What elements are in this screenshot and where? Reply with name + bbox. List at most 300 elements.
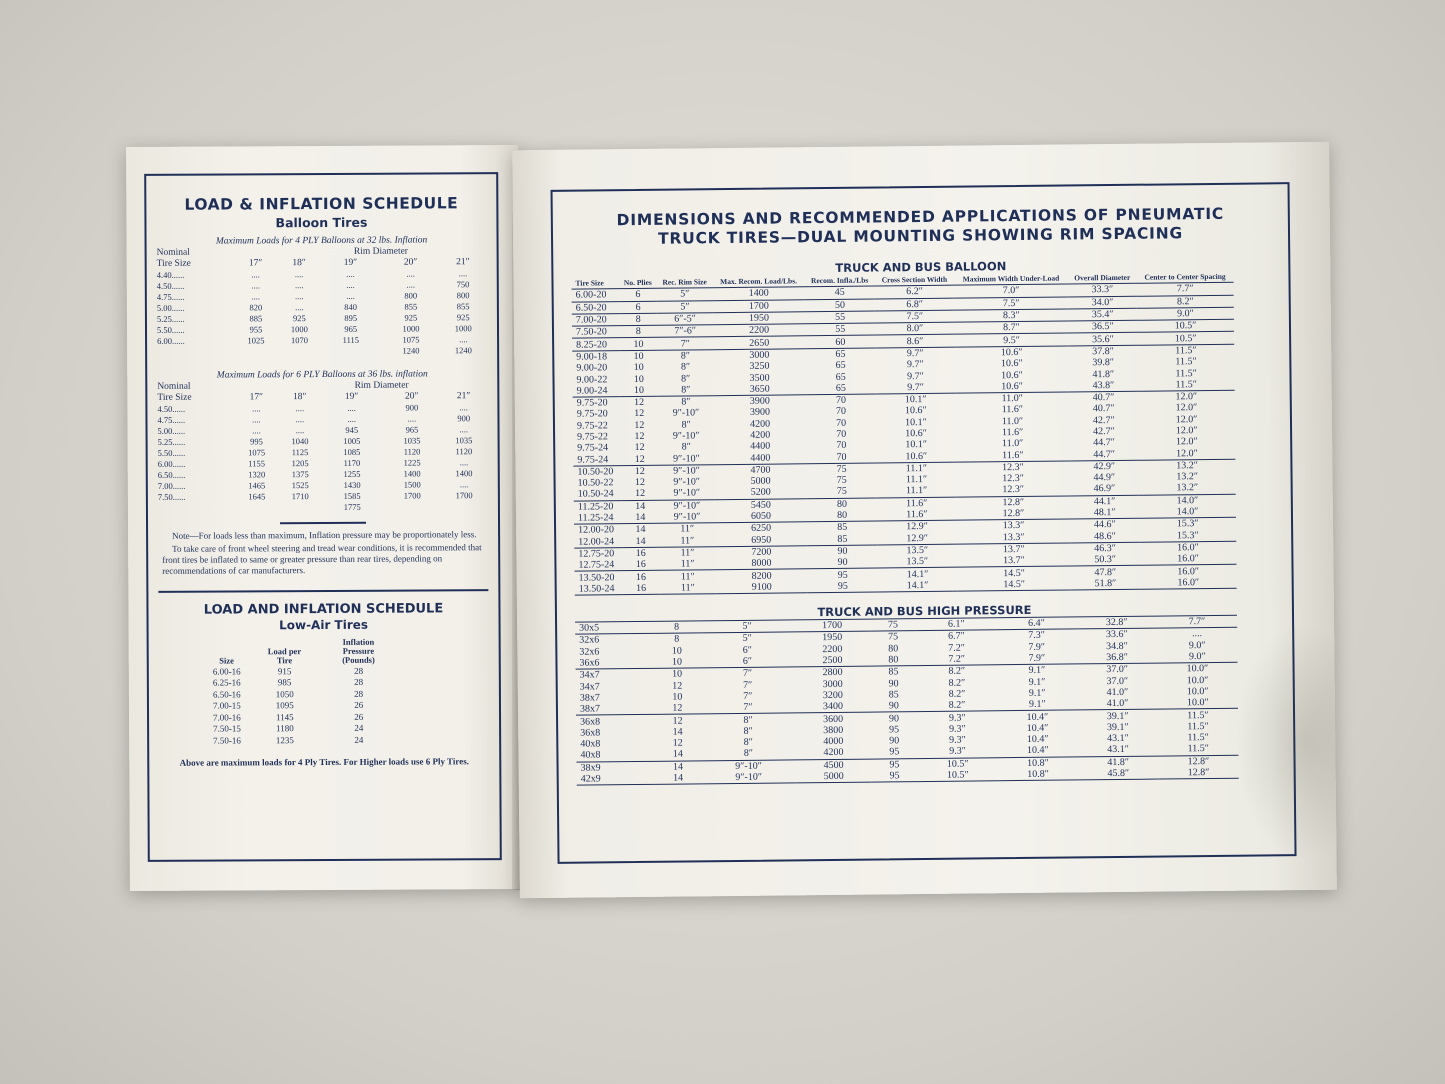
table-cell: 4400	[750, 452, 771, 464]
table-cell: 24	[354, 734, 364, 745]
table-cell: 51.8″	[1071, 577, 1140, 590]
table-cell: 41.8″	[1078, 756, 1158, 769]
table-cell: 5″	[657, 300, 713, 313]
table-cell: 16	[635, 559, 646, 571]
table-cell: 5.25......	[156, 313, 185, 324]
table-cell: 750	[456, 278, 470, 289]
column-header: Center to Center Spacing	[1144, 272, 1226, 282]
table-cell: 95	[889, 724, 900, 736]
table-cell: 4200	[823, 747, 844, 759]
table-cell: 1240	[402, 344, 420, 356]
table-cell: 90	[837, 557, 848, 569]
table-cell: 40.7″	[1092, 403, 1115, 415]
table-cell: 1180	[275, 723, 294, 734]
table-cell: 13.5″	[878, 544, 957, 557]
table-cell: 10.50-22	[577, 477, 614, 489]
table-cell: 12.8″	[956, 496, 1070, 509]
table-cell: 1430	[343, 479, 361, 490]
column-header: No. Plies	[623, 278, 652, 288]
table-cell: 12.0″	[1175, 402, 1198, 414]
table-cell: 12.0″	[1175, 436, 1198, 448]
table-cell: 65	[835, 371, 846, 383]
tire-size-label: Tire Size	[157, 392, 192, 403]
table-cell: 11″	[660, 582, 716, 594]
low-air-subtitle: Low-Air Tires	[279, 617, 369, 633]
table-cell: 3650	[749, 383, 770, 395]
table-cell: 8″	[680, 372, 691, 385]
table-cell: 10.0″	[1186, 697, 1209, 709]
table-cell: 9.3″	[949, 746, 966, 758]
table-cell: 39.1″	[1078, 709, 1158, 722]
table-cell: 10.6″	[1001, 380, 1023, 393]
table-cell: 2650	[713, 336, 805, 349]
table-cell: 85	[888, 689, 899, 701]
table-cell: 36x8	[576, 715, 654, 728]
table-cell: 8.3″	[954, 309, 1068, 322]
table-cell: 14	[672, 748, 683, 761]
table-cell: 915	[277, 665, 292, 676]
table-cell: 1375	[291, 468, 309, 479]
table-cell: 10.4″	[1026, 733, 1049, 746]
table-row	[156, 500, 486, 513]
table-cell: 8200	[716, 569, 808, 582]
table-cell: 10	[654, 668, 700, 680]
table-cell: 30x5	[575, 621, 653, 634]
table-cell: 95	[808, 568, 878, 581]
right-page	[512, 142, 1337, 899]
table-cell: 10.50-20	[573, 465, 621, 477]
table-cell: 4000	[823, 735, 844, 748]
table-cell: 14	[622, 524, 660, 536]
table-cell: ....	[251, 268, 260, 279]
table-cell: 3000	[713, 349, 805, 362]
table-cell: 37.0″	[1077, 663, 1157, 676]
table-cell: 41.8″	[1092, 368, 1115, 380]
table-cell: 10.1″	[905, 439, 928, 451]
table-cell: 50	[805, 299, 875, 312]
table-cell: 8″	[743, 725, 753, 737]
table-cell: 48.1″	[1093, 507, 1116, 519]
table-cell: 1145	[275, 711, 294, 723]
table-cell: 14.5″	[957, 578, 1071, 591]
table-cell: 11.5″	[1158, 709, 1238, 722]
table-cell: 11.25-20	[574, 500, 622, 512]
table-cell: 11″	[659, 523, 715, 535]
table-cell: 43.1″	[1107, 744, 1129, 756]
table-cell: 8″	[680, 361, 691, 373]
table-cell: 38x7	[579, 703, 601, 715]
load-header: Load per Tire	[267, 646, 302, 666]
table-cell: 4500	[796, 759, 871, 772]
table-cell: 7″	[743, 679, 753, 691]
table-cell: 13.5″	[906, 556, 929, 568]
table-cell: 12	[634, 477, 646, 489]
table-cell: 9.1″	[1028, 687, 1046, 699]
table-cell: 7.0″	[954, 284, 1068, 297]
table-cell: 16.0″	[1140, 576, 1237, 589]
table-cell: 945	[345, 424, 359, 435]
table-row	[155, 344, 485, 357]
column-header: Overall Diameter	[1074, 273, 1131, 283]
table-cell: 1000	[402, 322, 420, 334]
table-cell: 39.1″	[1106, 721, 1129, 733]
table-cell: 10.5″	[1137, 319, 1234, 332]
table-cell: 75	[870, 619, 917, 632]
table-cell: 9″-10″	[673, 487, 701, 500]
column-header: Cross Section Width	[881, 275, 948, 285]
table-cell: 14	[635, 535, 646, 547]
table-cell: 1050	[275, 688, 294, 700]
table-cell: 7.5″	[875, 310, 954, 323]
table-cell: 95	[871, 770, 917, 782]
table-cell: 42.7″	[1092, 426, 1115, 438]
table-cell: 9.3″	[949, 734, 966, 746]
table-cell: 8	[653, 633, 699, 645]
table-cell: 16	[622, 571, 660, 583]
table-cell: 12	[672, 737, 683, 749]
table-cell: 14	[621, 500, 659, 512]
table-cell: 9.75-22	[576, 420, 608, 432]
table-cell: 3400	[822, 701, 844, 713]
table-cell	[235, 501, 279, 512]
table-cell: 33.6″	[1077, 628, 1157, 641]
table-cell: 11.1″	[905, 474, 928, 486]
table-cell: 12.8″	[1002, 508, 1025, 520]
table-cell: 9.75-20	[573, 397, 621, 409]
table-cell: 13.3″	[957, 519, 1071, 532]
table-cell: 1070	[290, 334, 308, 345]
table-cell: 7.50-15	[213, 723, 241, 734]
table-cell: 8″	[681, 441, 692, 453]
table-cell: 10.5″	[918, 769, 998, 782]
table-cell: 12.3″	[1002, 484, 1025, 496]
table-cell: 8.7″	[955, 321, 1069, 334]
table-cell: 80	[888, 643, 899, 655]
table-cell: 41.0″	[1106, 698, 1129, 710]
table-cell: 5200	[750, 487, 771, 499]
table-cell: 9″-10″	[673, 511, 701, 523]
table-cell: 16	[622, 582, 660, 594]
left-page	[126, 145, 522, 891]
table-cell: 9.75-22	[577, 431, 609, 443]
table-cell: 45.8″	[1078, 767, 1158, 780]
table-cell: 9.0″	[1137, 307, 1234, 320]
table-cell: 11″	[660, 570, 716, 582]
table-cell: 9″-10″	[673, 476, 701, 488]
table-cell: 6950	[751, 534, 772, 546]
table-cell: 985	[277, 677, 292, 688]
table-cell: 8.2″	[917, 665, 997, 678]
rim-col-header: 20″	[404, 391, 419, 402]
table-cell: 12.75-20	[574, 547, 622, 559]
table-cell: 6	[619, 289, 657, 302]
table-cell: 42x9	[577, 773, 655, 786]
table-cell: 1710	[291, 490, 309, 501]
table-cell: 14	[635, 512, 646, 524]
table-cell: ....	[294, 279, 304, 290]
table-cell: ....	[346, 279, 355, 290]
table-cell: 8.0″	[875, 322, 954, 335]
right-page-frame	[551, 182, 1297, 864]
table-cell: 1320	[248, 468, 266, 479]
table-cell: 6″	[742, 644, 752, 656]
table-cell: 1085	[343, 446, 361, 457]
table-cell: 1465	[248, 479, 266, 490]
high-pressure-table	[575, 615, 1239, 786]
table-cell: ....	[252, 413, 261, 424]
table-cell: ....	[407, 413, 417, 424]
table-cell: 1775	[343, 501, 361, 512]
table-cell: 9″-10″	[672, 430, 700, 442]
note-text: Note—For loads less than maximum, Inflation pressure may be proportionately less.	[172, 529, 477, 541]
table-cell: 4.40......	[156, 269, 185, 280]
table-cell: 70	[835, 406, 847, 418]
table-cell: 1700	[713, 299, 805, 312]
table-row	[201, 711, 401, 724]
table-cell: 9″-10″	[659, 499, 715, 511]
table-cell: 12.0″	[1176, 447, 1198, 459]
table-row	[201, 722, 401, 735]
table-cell: ....	[458, 267, 468, 278]
table-cell: 35.4″	[1068, 308, 1137, 321]
table-cell: ....	[347, 413, 356, 424]
table-cell: 7.00-15	[212, 700, 241, 711]
table-cell: 1585	[343, 490, 361, 501]
table-cell: 12	[672, 680, 683, 692]
table-cell: 14	[655, 760, 701, 772]
table-cell: 90	[888, 700, 899, 712]
high-pressure-section-title: TRUCK AND BUS HIGH PRESSURE	[817, 602, 1032, 620]
table-cell: 9.3″	[948, 723, 966, 735]
table-cell: 7″	[743, 690, 753, 702]
table-cell: 965	[344, 323, 358, 334]
table-cell: 39.8″	[1092, 357, 1115, 369]
table-cell: 7.5″	[954, 297, 1068, 310]
low-air-footer: Above are maximum loads for 4 Ply Tires. For Higher loads use 6 Ply Tires.	[179, 755, 469, 768]
table-cell: 11.0″	[1001, 415, 1024, 427]
table-cell: 6.7″	[916, 630, 996, 643]
table-cell: 13.3″	[1002, 531, 1025, 543]
table-cell: 11″	[680, 535, 695, 547]
table-cell: 10.4″	[997, 710, 1077, 723]
table-cell: 6.4″	[996, 617, 1076, 630]
table-cell: 925	[456, 311, 470, 322]
table-cell: 6.1″	[916, 618, 996, 631]
table-cell: 8″	[743, 748, 754, 760]
table-cell: 1700	[403, 489, 421, 501]
table-cell: 32x6	[575, 634, 653, 647]
table-cell: 6	[619, 301, 657, 314]
table-cell: ....	[294, 268, 304, 279]
table-cell: 12.0″	[1175, 425, 1198, 437]
table-cell: 10	[620, 338, 658, 351]
table-cell: 13.7″	[957, 543, 1071, 556]
table-cell: 925	[292, 312, 306, 323]
table-cell: 13.2″	[1139, 459, 1236, 472]
table-cell: ....	[295, 301, 304, 312]
table1-caption: Maximum Loads for 4 PLY Balloons at 32 lbs. Inflation	[215, 235, 428, 247]
table-cell: 24	[354, 723, 364, 734]
table-cell: 1075	[402, 333, 420, 345]
rim-col-header: 21″	[456, 256, 470, 267]
table-cell: 11.6″	[906, 509, 928, 521]
table-cell: ....	[459, 333, 468, 344]
nominal-label: Nominal	[156, 247, 190, 258]
table-cell: 995	[250, 435, 263, 446]
table-cell: 9.00-20	[576, 362, 608, 374]
table-cell: 5″	[700, 620, 795, 633]
table-cell: 70	[836, 440, 847, 452]
table-cell: 8.25-20	[572, 338, 620, 351]
table-cell: 11.5″	[1175, 356, 1197, 368]
table-cell: ....	[459, 423, 469, 434]
table-cell	[234, 345, 278, 356]
table-cell: 7″	[743, 702, 753, 714]
table-cell: 9.3″	[917, 711, 997, 724]
table-cell: 1025	[247, 334, 265, 345]
table-cell: ....	[346, 290, 355, 301]
table-cell: 5.50......	[157, 447, 186, 458]
table-cell: 1235	[275, 734, 294, 746]
table-cell: 32x6	[579, 646, 600, 658]
table-row	[201, 688, 401, 701]
table-cell: 11.5″	[1175, 378, 1197, 391]
table-cell: 800	[404, 290, 418, 301]
table-cell: 4200	[750, 429, 771, 441]
nominal-label: Nominal	[157, 381, 191, 392]
table-cell: 9.75-24	[577, 442, 609, 454]
table-cell: 7.00......	[157, 480, 186, 491]
table-cell: 95	[808, 580, 878, 593]
table-cell: 36x6	[579, 657, 600, 669]
table-cell: 9″-10″	[701, 771, 796, 784]
divider	[158, 589, 488, 593]
table-cell: 32.8″	[1077, 616, 1157, 629]
table-cell: 95	[889, 746, 900, 758]
table-cell: 10	[671, 645, 682, 657]
table-cell: 34.0″	[1068, 296, 1137, 309]
table-cell: 5.00......	[156, 302, 185, 313]
table-cell: 6.50......	[157, 469, 186, 480]
table-cell: 6050	[750, 510, 772, 522]
table-cell: 14.0″	[1139, 494, 1236, 507]
table-cell: 14	[655, 772, 701, 784]
table-cell: 1700	[794, 619, 869, 632]
table2-caption: Maximum Loads for 6 PLY Balloons at 36 lbs. inflation	[216, 369, 428, 381]
table-cell: 1155	[248, 457, 266, 468]
table-cell: 9.7″	[875, 347, 954, 360]
table-cell: 10.6″	[904, 405, 927, 417]
table-cell: 12	[635, 488, 646, 500]
table-cell: 43.1″	[1107, 732, 1129, 745]
table-cell: 7.2″	[948, 642, 965, 654]
table-cell: 15.3″	[1139, 517, 1236, 530]
table-cell: 3900	[749, 407, 770, 419]
table-cell: 4700	[714, 463, 806, 476]
rim-diameter-label: Rim Diameter	[353, 246, 408, 257]
table-cell: 40x8	[580, 749, 601, 762]
table-cell: 12	[634, 408, 645, 420]
table-cell: 10.5″	[1137, 332, 1234, 345]
table-cell: 1095	[275, 700, 294, 711]
table-cell: 40x8	[580, 738, 601, 750]
table-cell: 8″	[657, 349, 713, 361]
table-cell: 1225	[403, 456, 421, 468]
table-cell: 2200	[822, 643, 843, 655]
table-cell: 13.50-20	[575, 571, 623, 583]
table-cell: 10.1″	[876, 393, 955, 406]
table-cell: 15.3″	[1176, 529, 1199, 542]
table-cell: 10	[633, 373, 644, 385]
table-cell: 1255	[343, 468, 361, 479]
table-cell: 10.4″	[1026, 722, 1049, 734]
table-cell: 1125	[291, 446, 309, 457]
table-cell: ....	[346, 268, 355, 279]
table-cell: 6.00-20	[572, 289, 620, 302]
table-cell: 70	[806, 394, 876, 407]
table-cell: ....	[252, 402, 261, 413]
rim-col-header: 18″	[292, 257, 306, 268]
table-cell: 1120	[403, 445, 421, 457]
table-cell: 75	[870, 631, 916, 643]
table-cell: 7.2″	[948, 653, 966, 665]
table-cell: 2200	[713, 324, 805, 337]
table-cell: 11″	[659, 547, 715, 559]
table-cell: 1950	[713, 312, 805, 325]
table-cell: 3000	[822, 678, 843, 690]
table-cell	[278, 345, 322, 356]
table-cell: 80	[837, 509, 848, 521]
table-cell: 6″-5″	[657, 313, 713, 326]
table-cell: 12.75-24	[578, 559, 615, 571]
table-cell: 5″	[700, 632, 795, 645]
table-cell: 1645	[248, 490, 266, 501]
load-inflation-title: LOAD & INFLATION SCHEDULE	[184, 194, 459, 214]
table-cell: 26	[354, 711, 364, 722]
table-cell: 12	[672, 702, 683, 714]
table-cell: 11.1″	[877, 462, 956, 475]
table-cell: 3200	[822, 689, 843, 702]
table-cell: 2800	[795, 666, 870, 679]
table-cell: 840	[344, 301, 358, 312]
table-cell: 8.2″	[1137, 295, 1234, 308]
table-cell: 46.3″	[1071, 542, 1140, 555]
table-cell: 75	[806, 463, 876, 476]
table-cell: 50.3″	[1094, 554, 1117, 566]
table-cell: 80	[888, 654, 899, 666]
table-cell: 1525	[291, 479, 309, 490]
rim-col-header: 17″	[249, 391, 264, 402]
table-cell: 9.0″	[1188, 639, 1206, 651]
table-cell: 1700	[455, 489, 473, 500]
table-cell: 3500	[749, 372, 770, 384]
table-cell: 34x7	[579, 681, 600, 693]
table-cell: 9.5″	[955, 333, 1069, 346]
table-cell: 42.9″	[1070, 460, 1139, 473]
table-cell: 85	[837, 533, 848, 545]
table-cell: 10	[633, 384, 645, 396]
table-cell: 5450	[715, 498, 807, 511]
table-cell	[321, 345, 380, 356]
table-cell: ....	[347, 402, 356, 413]
table-cell: 40.7″	[1069, 391, 1138, 404]
dimensions-title	[553, 204, 1288, 250]
table-cell: 6.00......	[157, 458, 186, 469]
table-cell: 8000	[751, 557, 772, 570]
note-text: To take care of front wheel steering and tread wear conditions, it is recommended that front tires be inflated to same or greater pressure than rear tires, depending on recommendations of car manufacturers.	[162, 542, 482, 576]
table-cell: 4.75......	[156, 291, 185, 302]
table-cell: 14.1″	[878, 568, 957, 581]
